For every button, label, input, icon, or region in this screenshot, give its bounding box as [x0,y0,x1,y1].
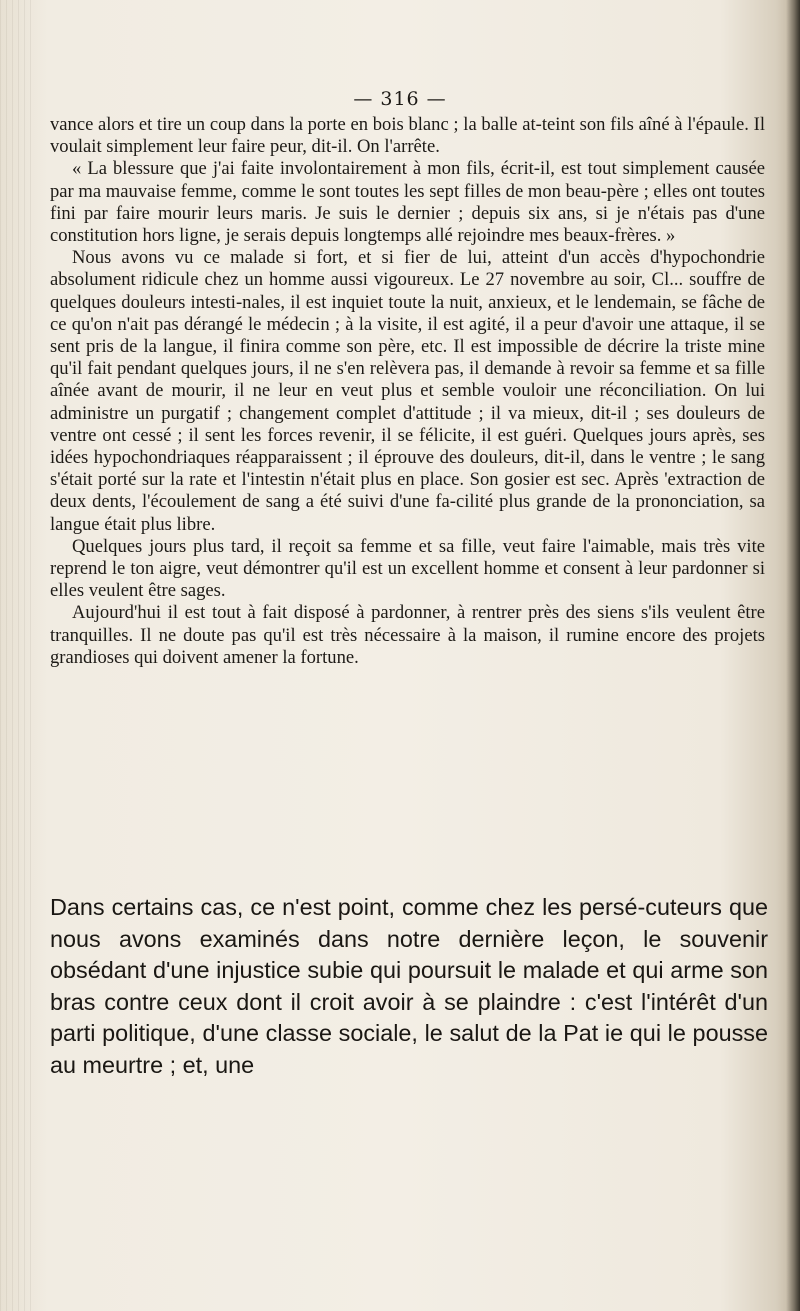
paragraph-2: « La blessure que j'ai faite involontairement à mon fils, écrit-il, est tout simplement causée par ma mauvaise femme, comme le sont toutes les sept filles de mon beau-père ; elles ont toutes fini par faire mourir leurs maris. Je suis le dernier ; depuis six ans, si je n'étais pas d'une constitution hors ligne, je serais depuis longtemps allé rejoindre mes beaux-frères. » [50,158,765,247]
paragraph-3: Nous avons vu ce malade si fort, et si fier de lui, atteint d'un accès d'hypochondrie absolument ridicule chez un homme aussi vigoureux. Le 27 novembre au soir, Cl... souffre de quelques douleurs intesti-nales, il est inquiet toute la nuit, anxieux, et le lendemain, se fâche de ce qu'on n'ait pas dérangé le médecin ; à la visite, il est agité, il a peur d'avoir une attaque, il se sent pris de la langue, il finira comme son père, etc. Il est impossible de décrire la triste mine qu'il fait pendant quelques jours, il ne s'en relèvera pas, il demande à revoir sa femme et sa fille aînée avant de mourir, il ne leur en veut plus et semble vouloir une réconciliation. On lui administre un purgatif ; changement complet d'attitude ; il va mieux, dit-il ; ses douleurs de ventre ont cessé ; il sent les forces revenir, il se félicite, il est guéri. Quelques jours après, ses idées hypochondriaques réapparaissent ; il éprouve des douleurs, dit-il, dans le ventre ; le sang s'était porté sur la rate et l'intestin n'était plus en place. Son gosier est sec. Après 'extraction de deux dents, l'écoulement de sang a été suivi d'une fa-cilité plus grande de la prononciation, sa langue était plus libre. [50,247,765,535]
page-gutter-left [0,0,36,1311]
inserted-text-block [50,892,768,1082]
paragraph-4: Quelques jours plus tard, il reçoit sa femme et sa fille, veut faire l'aimable, mais très vite reprend le ton aigre, veut démontrer qu'il est un excellent homme et consent à leur pardonner si elles veulent être sages. [50,535,765,602]
page-edge-right [786,0,800,1311]
paragraph-1: vance alors et tire un coup dans la porte en bois blanc ; la balle at-teint son fils aîné à l'épaule. Il voulait simplement leur faire peur, dit-il. On l'arrête. [50,114,765,158]
main-text-block [50,114,765,669]
inserted-paragraph: Dans certains cas, ce n'est point, comme chez les persé-cuteurs que nous avons examinés dans notre dernière leçon, le souvenir obsédant d'une injustice subie qui poursuit le malade et qui arme son bras contre ceux dont il croit avoir à se plaindre : c'est l'intérêt d'un parti politique, d'une classe sociale, le salut de la Pat ie qui le pousse au meurtre ; et, une [50,894,768,1078]
paragraph-5: Aujourd'hui il est tout à fait disposé à pardonner, à rentrer près des siens s'ils veulent être tranquilles. Il ne doute pas qu'il est très nécessaire à la maison, il rumine encore des projets grandioses qui doivent amener la fortune. [50,602,765,668]
page-number: — 316 — [353,88,447,110]
